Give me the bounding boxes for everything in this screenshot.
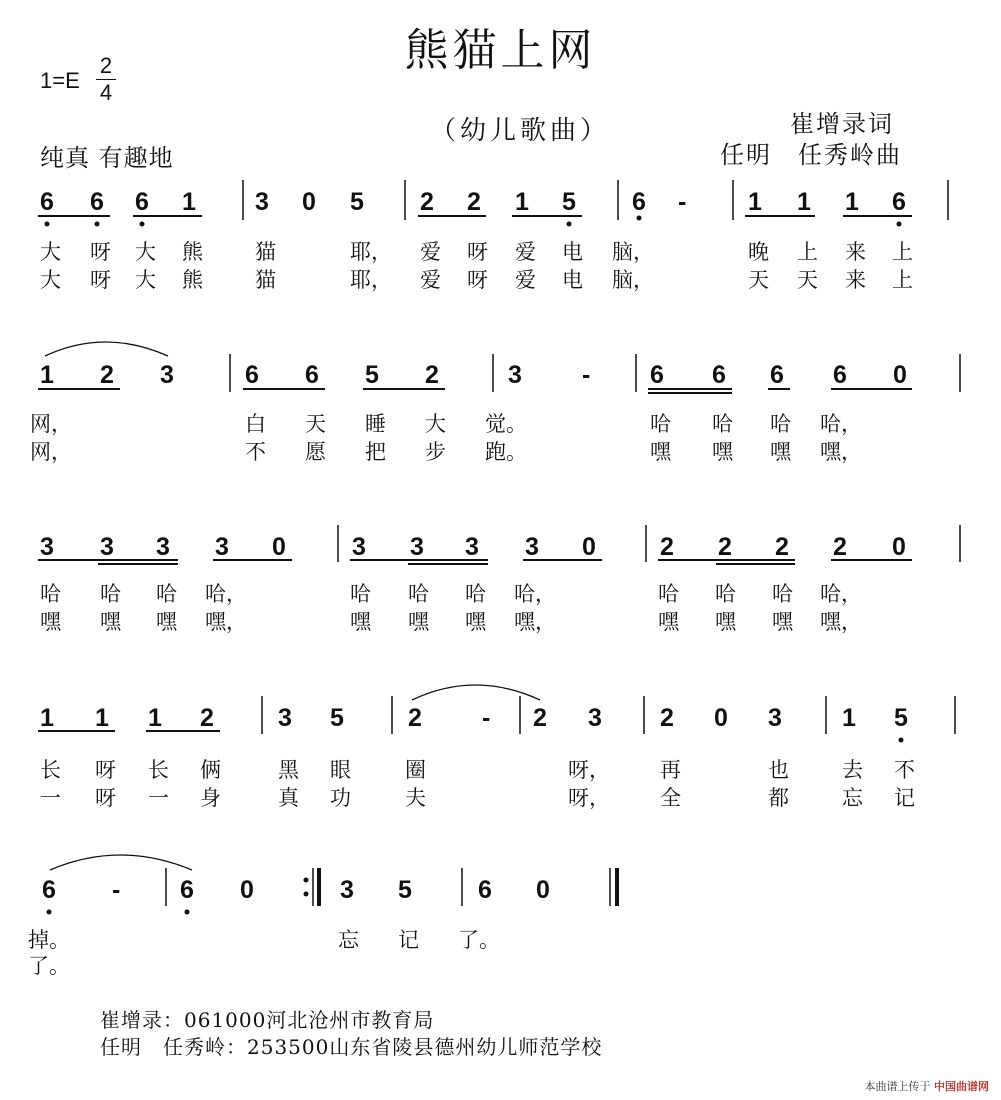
note-rest: 0 bbox=[892, 533, 906, 561]
note: 3 bbox=[465, 533, 479, 561]
lyric: 嘿， bbox=[820, 440, 862, 464]
lyric: 熊 bbox=[182, 240, 203, 264]
note: 3 bbox=[278, 704, 292, 732]
lyric: 脑， bbox=[612, 240, 654, 264]
time-signature-top: 2 bbox=[99, 53, 113, 78]
note: 5 bbox=[398, 876, 412, 904]
lyric: 哈 bbox=[350, 582, 371, 606]
note: 2 bbox=[200, 704, 214, 732]
lyric: 嘿 bbox=[715, 610, 736, 634]
lyric: 哈 bbox=[40, 582, 61, 606]
note: 3 bbox=[508, 361, 522, 389]
lyric: 熊 bbox=[182, 268, 203, 292]
note: 6 bbox=[770, 361, 784, 389]
note: 5 bbox=[330, 704, 344, 732]
lyric: 嘿 bbox=[658, 610, 679, 634]
note: 2 bbox=[408, 704, 422, 732]
note: 3 bbox=[40, 533, 54, 561]
lyric: 耶， bbox=[350, 240, 392, 264]
watermark-site: 中国曲谱网 bbox=[934, 1080, 989, 1093]
note-dash: - bbox=[112, 876, 121, 904]
note: 2 bbox=[660, 704, 674, 732]
note: 1 bbox=[748, 188, 762, 216]
lyric: 长 bbox=[148, 758, 169, 782]
key-signature: 1=E bbox=[40, 68, 80, 93]
note: 3 bbox=[525, 533, 539, 561]
note-rest: 0 bbox=[714, 704, 728, 732]
note: 2 bbox=[100, 361, 114, 389]
lyric: 眼 bbox=[330, 758, 351, 782]
note: 6 bbox=[42, 876, 56, 904]
note: 5 bbox=[894, 704, 908, 732]
lyric: 上 bbox=[892, 240, 913, 264]
lyric: 全 bbox=[660, 786, 681, 810]
lyric: 也 bbox=[768, 758, 789, 782]
lyric: 网， bbox=[30, 440, 72, 464]
lyric: 嘿 bbox=[772, 610, 793, 634]
lyric: 嘿 bbox=[650, 440, 671, 464]
note: 1 bbox=[845, 188, 859, 216]
lyric: 呀 bbox=[467, 240, 488, 264]
note: 0 bbox=[302, 188, 316, 216]
note: 3 bbox=[215, 533, 229, 561]
lyric: 愿 bbox=[305, 440, 326, 464]
note: 6 bbox=[40, 188, 54, 216]
note: 1 bbox=[842, 704, 856, 732]
note-rest: 0 bbox=[893, 361, 907, 389]
note: 2 bbox=[420, 188, 434, 216]
lyric: 呀 bbox=[90, 268, 111, 292]
lyric: 白 bbox=[245, 412, 266, 436]
note: 1 bbox=[148, 704, 162, 732]
subtitle: （幼儿歌曲） bbox=[430, 116, 611, 146]
lyric: 黑 bbox=[278, 758, 299, 782]
lyric: 记 bbox=[894, 786, 915, 810]
lyric: 哈 bbox=[465, 582, 486, 606]
lyric: 呀， bbox=[568, 758, 610, 782]
note: 2 bbox=[533, 704, 547, 732]
lyric: 爱 bbox=[420, 268, 441, 292]
note-rest: 0 bbox=[240, 876, 254, 904]
lyric: 嘿 bbox=[408, 610, 429, 634]
lyric: 哈 bbox=[408, 582, 429, 606]
lyric: 呀 bbox=[90, 240, 111, 264]
note: 2 bbox=[425, 361, 439, 389]
note: 6 bbox=[632, 188, 646, 216]
lyric: 脑， bbox=[612, 268, 654, 292]
lyric: 功 bbox=[330, 786, 351, 810]
note: 2 bbox=[833, 533, 847, 561]
note: 6 bbox=[245, 361, 259, 389]
lyric: 大 bbox=[40, 240, 61, 264]
note: 6 bbox=[478, 876, 492, 904]
note: 3 bbox=[768, 704, 782, 732]
note: 3 bbox=[156, 533, 170, 561]
lyric: 嘿， bbox=[205, 610, 247, 634]
lyric: 了。 bbox=[28, 954, 70, 978]
note: 1 bbox=[95, 704, 109, 732]
lyric: 呀 bbox=[95, 786, 116, 810]
lyric: 步 bbox=[425, 440, 446, 464]
note: 5 bbox=[365, 361, 379, 389]
note: 1 bbox=[40, 704, 54, 732]
lyric: 大 bbox=[135, 240, 156, 264]
lyric: 了。 bbox=[458, 928, 500, 952]
lyric: 长 bbox=[40, 758, 61, 782]
lyric: 跑。 bbox=[485, 440, 527, 464]
note: 6 bbox=[833, 361, 847, 389]
tempo-marking: 纯真 有趣地 bbox=[40, 144, 174, 172]
lyric: 哈 bbox=[712, 412, 733, 436]
note: 6 bbox=[650, 361, 664, 389]
lyric: 真 bbox=[278, 786, 299, 810]
lyric: 电 bbox=[562, 268, 583, 292]
lyric: 嘿 bbox=[40, 610, 61, 634]
watermark-prefix: 本曲谱上传于 bbox=[864, 1080, 931, 1093]
lyric: 上 bbox=[892, 268, 913, 292]
lyric: 一 bbox=[40, 786, 61, 810]
lyric: 哈 bbox=[156, 582, 177, 606]
lyric: 呀， bbox=[568, 786, 610, 810]
lyric: 晚 bbox=[748, 240, 769, 264]
footer-lyricist-address: 崔增录：061000河北沧州市教育局 bbox=[100, 1008, 435, 1032]
lyric: 把 bbox=[365, 440, 386, 464]
note: 1 bbox=[797, 188, 811, 216]
lyric: 都 bbox=[768, 786, 789, 810]
lyric: 嘿 bbox=[770, 440, 791, 464]
lyric: 网， bbox=[30, 412, 72, 436]
lyric: 不 bbox=[894, 758, 915, 782]
lyric: 哈， bbox=[820, 412, 862, 436]
note-rest: 0 bbox=[536, 876, 550, 904]
note: 2 bbox=[775, 533, 789, 561]
note: 2 bbox=[467, 188, 481, 216]
lyric: 嘿， bbox=[514, 610, 556, 634]
lyric: 来 bbox=[845, 240, 866, 264]
note: 1 bbox=[182, 188, 196, 216]
composer-credit: 任明 任秀岭曲 bbox=[720, 141, 902, 169]
lyric: 圈 bbox=[405, 758, 426, 782]
lyric: 爱 bbox=[420, 240, 441, 264]
note: 2 bbox=[660, 533, 674, 561]
lyric: 睡 bbox=[365, 412, 386, 436]
lyric: 呀 bbox=[95, 758, 116, 782]
lyric: 大 bbox=[135, 268, 156, 292]
lyric: 猫 bbox=[255, 268, 276, 292]
lyric: 记 bbox=[398, 928, 419, 952]
note: 3 bbox=[100, 533, 114, 561]
note: 5 bbox=[562, 188, 576, 216]
lyric: 忘 bbox=[338, 928, 359, 952]
watermark bbox=[865, 1078, 990, 1094]
note-dash: - bbox=[582, 361, 591, 389]
note: 2 bbox=[718, 533, 732, 561]
note: 3 bbox=[588, 704, 602, 732]
note: 1 bbox=[515, 188, 529, 216]
lyric: 觉。 bbox=[485, 412, 527, 436]
note: 6 bbox=[90, 188, 104, 216]
lyric: 哈， bbox=[514, 582, 556, 606]
time-signature-bottom: 4 bbox=[99, 80, 113, 105]
note: 3 bbox=[340, 876, 354, 904]
lyric: 上 bbox=[797, 240, 818, 264]
lyric: 耶， bbox=[350, 268, 392, 292]
lyric: 哈 bbox=[772, 582, 793, 606]
lyric: 嘿， bbox=[820, 610, 862, 634]
lyric: 哈 bbox=[100, 582, 121, 606]
note-rest: 0 bbox=[582, 533, 596, 561]
note: 3 bbox=[352, 533, 366, 561]
lyric: 大 bbox=[40, 268, 61, 292]
lyricist-credit: 崔增录词 bbox=[790, 110, 894, 138]
lyric: 天 bbox=[305, 412, 326, 436]
lyric: 嘿 bbox=[465, 610, 486, 634]
note: 6 bbox=[305, 361, 319, 389]
lyric: 嘿 bbox=[156, 610, 177, 634]
lyric: 电 bbox=[562, 240, 583, 264]
lyric: 夫 bbox=[405, 786, 426, 810]
lyric: 猫 bbox=[255, 240, 276, 264]
lyric: 哈 bbox=[715, 582, 736, 606]
note: 5 bbox=[350, 188, 364, 216]
lyric: 哈 bbox=[770, 412, 791, 436]
lyric: 身 bbox=[200, 786, 221, 810]
lyric: 去 bbox=[842, 758, 863, 782]
song-title: 熊猫上网 bbox=[404, 25, 597, 76]
footer-composer-address: 任明 任秀岭：253500山东省陵县德州幼儿师范学校 bbox=[100, 1035, 603, 1059]
note-rest: 0 bbox=[272, 533, 286, 561]
lyric: 爱 bbox=[515, 240, 536, 264]
note: 6 bbox=[180, 876, 194, 904]
lyric: 爱 bbox=[515, 268, 536, 292]
lyric: 哈 bbox=[658, 582, 679, 606]
lyric: 天 bbox=[748, 268, 769, 292]
lyric: 来 bbox=[845, 268, 866, 292]
lyric: 嘿 bbox=[712, 440, 733, 464]
lyric: 哈， bbox=[205, 582, 247, 606]
note: 6 bbox=[712, 361, 726, 389]
note-dash: - bbox=[678, 188, 687, 216]
lyric: 再 bbox=[660, 758, 681, 782]
note: 3 bbox=[410, 533, 424, 561]
lyric: 忘 bbox=[842, 786, 863, 810]
note: 6 bbox=[892, 188, 906, 216]
note: 6 bbox=[135, 188, 149, 216]
lyric: 呀 bbox=[467, 268, 488, 292]
lyric: 哈 bbox=[650, 412, 671, 436]
lyric: 天 bbox=[797, 268, 818, 292]
lyric: 俩 bbox=[200, 758, 221, 782]
note: 3 bbox=[160, 361, 174, 389]
lyric: 掉。 bbox=[28, 928, 70, 952]
lyric: 一 bbox=[148, 786, 169, 810]
lyric: 大 bbox=[425, 412, 446, 436]
note: 1 bbox=[40, 361, 54, 389]
note: 3 bbox=[255, 188, 269, 216]
lyric: 哈， bbox=[820, 582, 862, 606]
lyric: 嘿 bbox=[350, 610, 371, 634]
note-dash: - bbox=[482, 704, 491, 732]
lyric: 不 bbox=[245, 440, 266, 464]
lyric: 嘿 bbox=[100, 610, 121, 634]
